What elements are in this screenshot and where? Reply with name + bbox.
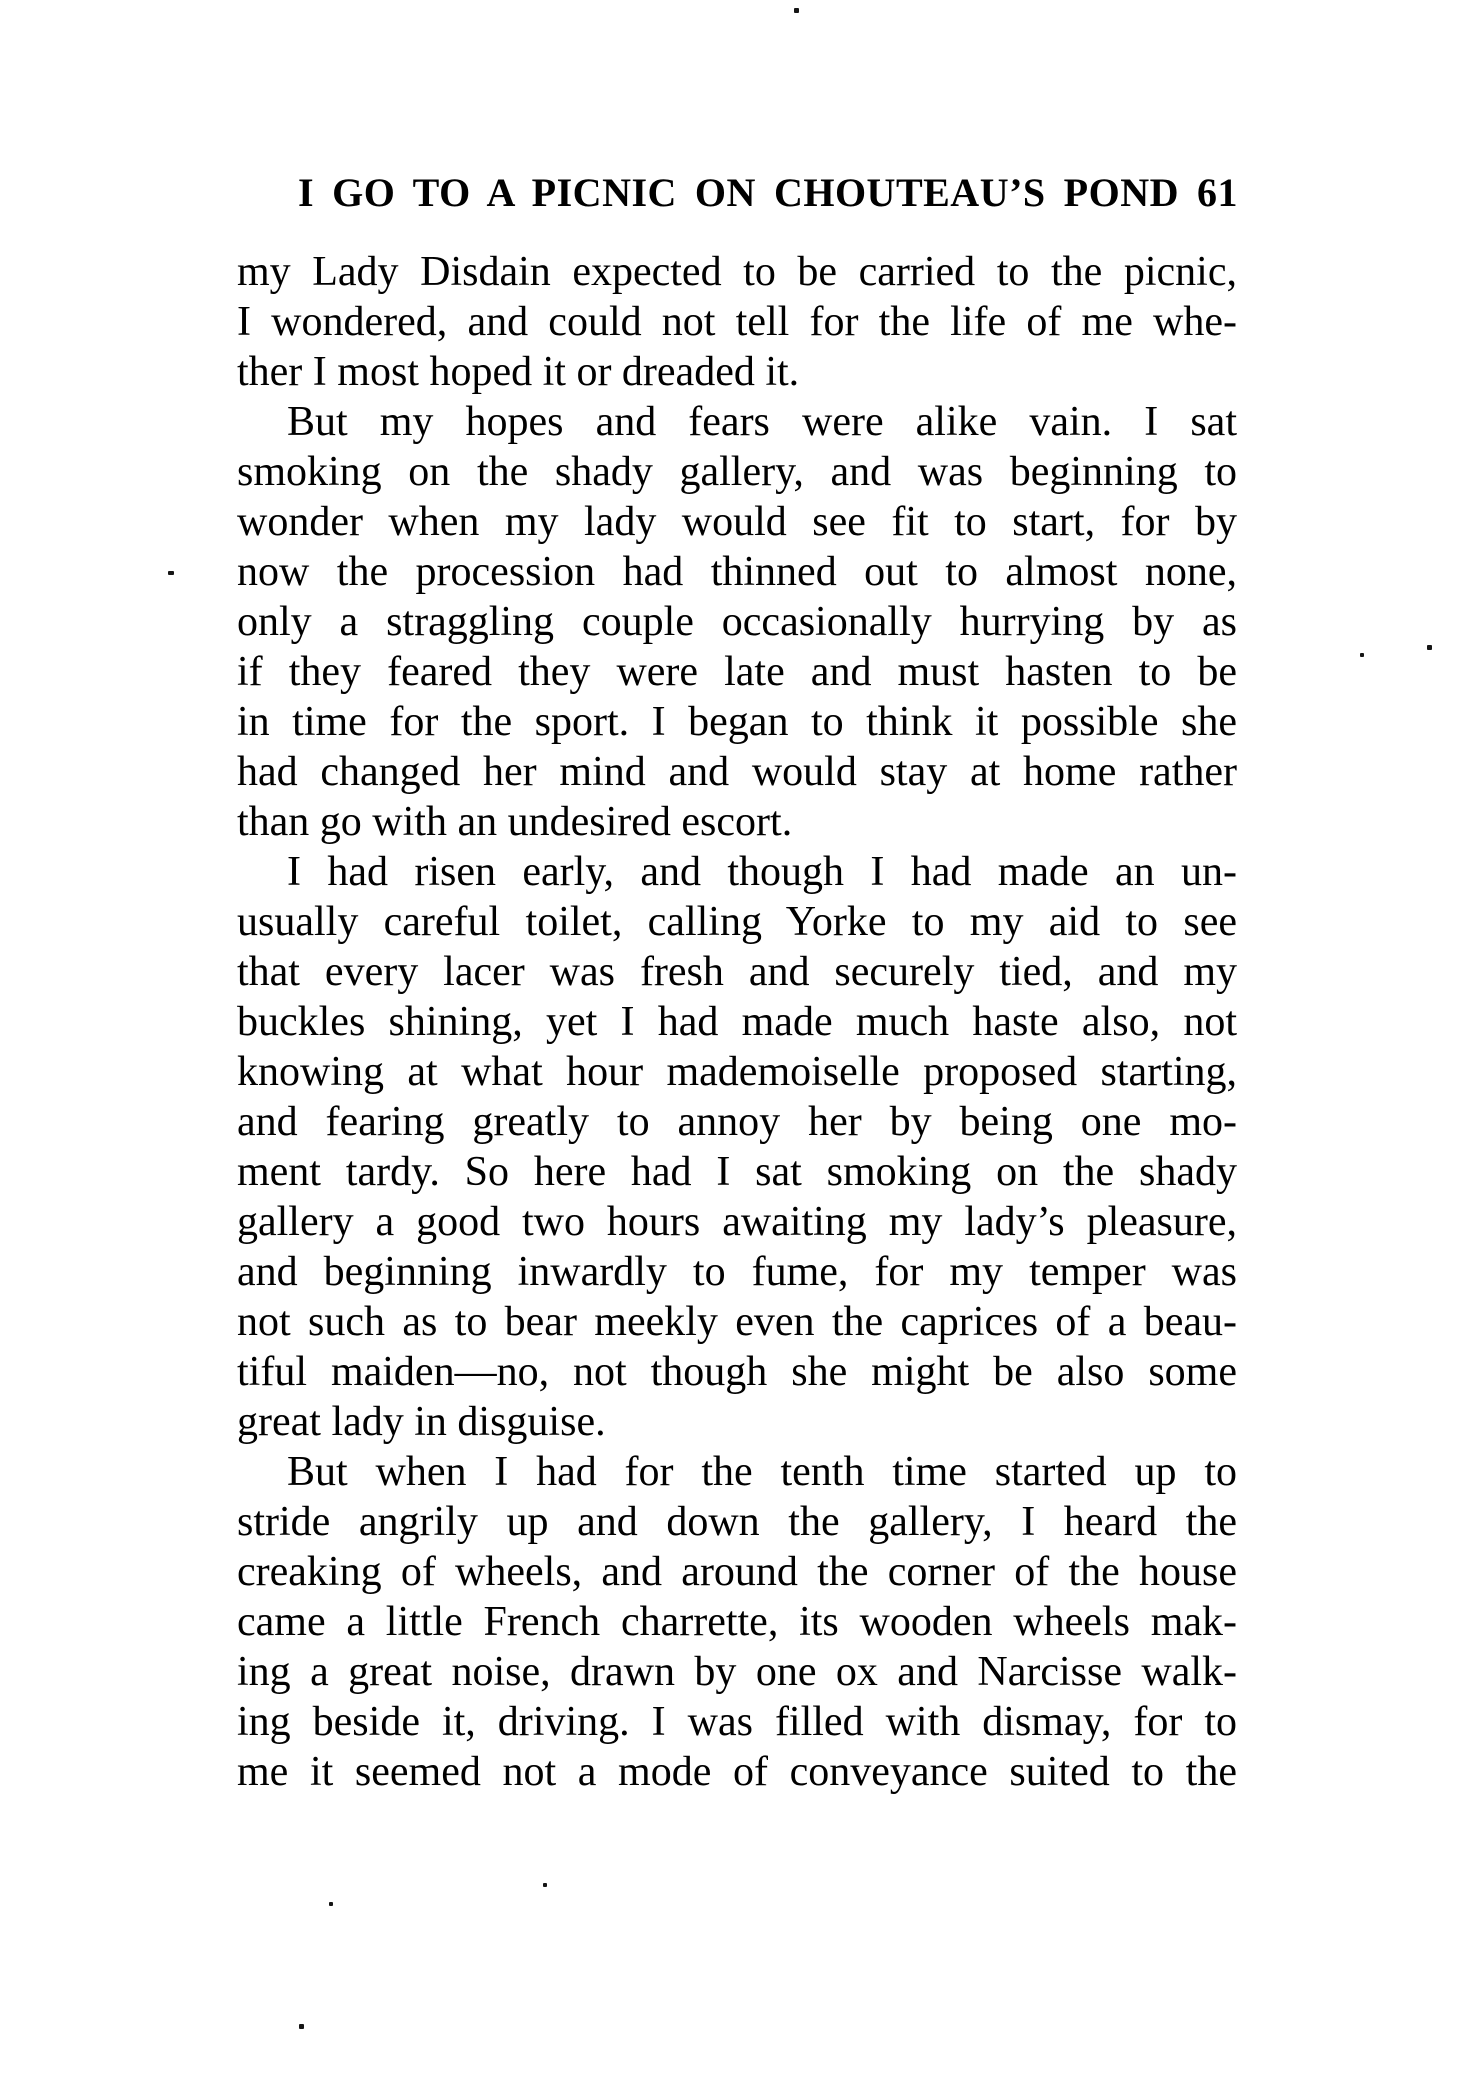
text-line: now the procession had thinned out to almost none,: [237, 549, 1237, 595]
text-line: me it seemed not a mode of conveyance suited to the: [237, 1749, 1237, 1795]
header-page-number: 61: [1197, 170, 1239, 215]
scan-speck: [794, 8, 799, 13]
text-line: I had risen early, and though I had made an un-: [287, 849, 1237, 895]
text-line: stride angrily up and down the gallery, I heard the: [237, 1499, 1237, 1545]
scan-speck: [299, 2024, 304, 2029]
paragraph: [237, 397, 1237, 847]
text-line: came a little French charrette, its wooden wheels mak-: [237, 1599, 1237, 1645]
text-line: ing a great noise, drawn by one ox and Narcisse walk-: [237, 1649, 1237, 1695]
text-line: not such as to bear meekly even the caprices of a beau-: [237, 1299, 1237, 1345]
text-line: my Lady Disdain expected to be carried to the picnic,: [237, 249, 1237, 295]
text-line: had changed her mind and would stay at home rather: [237, 749, 1237, 795]
text-line: that every lacer was fresh and securely tied, and my: [237, 949, 1237, 995]
scan-speck: [1360, 653, 1364, 657]
scan-speck: [1427, 645, 1432, 650]
text-line: and beginning inwardly to fume, for my temper was: [237, 1249, 1237, 1295]
text-line: buckles shining, yet I had made much haste also, not: [237, 999, 1237, 1045]
text-line: than go with an undesired escort.: [237, 799, 793, 845]
text-line: gallery a good two hours awaiting my lady’s pleasure,: [237, 1199, 1237, 1245]
text-line: in time for the sport. I began to think it possible she: [237, 699, 1237, 745]
paragraph: [237, 1447, 1237, 1797]
text-line: tiful maiden—no, not though she might be also some: [237, 1349, 1237, 1395]
text-line: But when I had for the tenth time started up to: [287, 1449, 1237, 1495]
header-title: I GO TO A PICNIC ON CHOUTEAU’S POND: [298, 170, 1179, 215]
text-line: only a straggling couple occasionally hurrying by as: [237, 599, 1237, 645]
text-line: if they feared they were late and must hasten to be: [237, 649, 1237, 695]
running-header: [298, 171, 1238, 215]
text-line: creaking of wheels, and around the corner of the house: [237, 1549, 1237, 1595]
text-line: knowing at what hour mademoiselle proposed starting,: [237, 1049, 1237, 1095]
text-line: great lady in disguise.: [237, 1399, 606, 1445]
text-line: But my hopes and fears were alike vain. I sat: [287, 399, 1237, 445]
text-line: ment tardy. So here had I sat smoking on the shady: [237, 1149, 1237, 1195]
scan-speck: [168, 571, 174, 575]
page-text: [237, 247, 1237, 1797]
scan-speck: [329, 1902, 333, 1906]
text-line: usually careful toilet, calling Yorke to my aid to see: [237, 899, 1237, 945]
paragraph: [237, 247, 1237, 397]
text-line: ther I most hoped it or dreaded it.: [237, 349, 800, 395]
text-line: wonder when my lady would see fit to start, for by: [237, 499, 1237, 545]
paragraph: [237, 847, 1237, 1447]
scan-speck: [543, 1883, 547, 1887]
text-line: and fearing greatly to annoy her by being one mo-: [237, 1099, 1237, 1145]
text-line: smoking on the shady gallery, and was beginning to: [237, 449, 1237, 495]
text-line: ing beside it, driving. I was filled with dismay, for to: [237, 1699, 1237, 1745]
text-line: I wondered, and could not tell for the life of me whe-: [237, 299, 1237, 345]
